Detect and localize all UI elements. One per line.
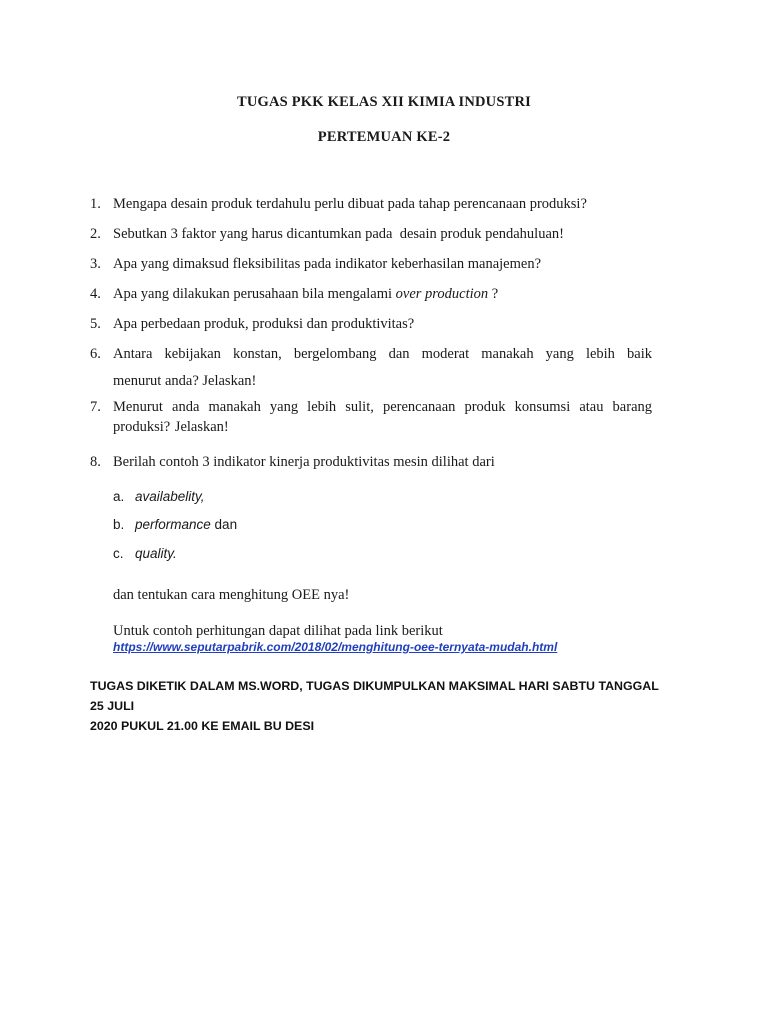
question-text bbox=[113, 284, 652, 304]
question-text-part: Apa yang dilakukan perusahaan bila mengalami bbox=[113, 286, 396, 302]
sub-item-letter: b. bbox=[113, 517, 125, 532]
question-3 bbox=[90, 254, 652, 274]
question-2 bbox=[90, 224, 652, 244]
sub-item-italic: quality. bbox=[135, 546, 177, 561]
question-number: 4. bbox=[90, 286, 101, 302]
closing-instruction: dan tentukan cara menghitung OEE nya! bbox=[113, 587, 350, 603]
question-text: Sebutkan 3 faktor yang harus dicantumkan pada desain produk pendahuluan! bbox=[113, 226, 564, 242]
question-text-italic: over production bbox=[395, 286, 489, 302]
question-number: 3. bbox=[90, 256, 101, 272]
submission-note-line-2: 2020 PUKUL 21.00 KE EMAIL BU DESI bbox=[90, 719, 315, 733]
question-7 bbox=[90, 397, 652, 437]
submission-note bbox=[90, 676, 670, 736]
question-1 bbox=[90, 194, 652, 214]
sub-item-letter: a. bbox=[113, 489, 125, 504]
question-number: 2. bbox=[90, 226, 101, 242]
question-text: Berilah contoh 3 indikator kinerja produktivitas mesin dilihat dari bbox=[113, 454, 495, 470]
sub-item-c bbox=[113, 545, 177, 563]
sub-item-italic: performance bbox=[135, 517, 211, 532]
meeting-subtitle: PERTEMUAN KE-2 bbox=[317, 129, 451, 145]
sub-item-b bbox=[113, 516, 237, 534]
question-number: 7. bbox=[90, 399, 101, 415]
sub-item-rest: dan bbox=[210, 517, 238, 532]
question-5 bbox=[90, 314, 652, 334]
submission-note-line-1: TUGAS DIKETIK DALAM MS.WORD, TUGAS DIKUMPULKAN MAKSIMAL HARI SABTU TANGGAL 25 JULI bbox=[90, 679, 659, 713]
question-text: Mengapa desain produk terdahulu perlu dibuat pada tahap perencanaan produksi? bbox=[113, 196, 587, 212]
sub-item-a bbox=[113, 488, 205, 506]
question-number: 6. bbox=[90, 346, 101, 362]
sub-item-italic: availabelity, bbox=[135, 489, 205, 504]
question-6 bbox=[90, 344, 652, 391]
question-text-line-2: menurut anda? Jelaskan! bbox=[113, 373, 257, 389]
reference-link[interactable]: https://www.seputarpabrik.com/2018/02/menghitung-oee-ternyata-mudah.html bbox=[113, 640, 558, 654]
question-text: Apa yang dimaksud fleksibilitas pada indikator keberhasilan manajemen? bbox=[113, 256, 542, 272]
question-number: 1. bbox=[90, 196, 101, 212]
question-number: 8. bbox=[90, 454, 101, 470]
question-4 bbox=[90, 284, 652, 304]
sub-item-letter: c. bbox=[113, 546, 124, 561]
document-title: TUGAS PKK KELAS XII KIMIA INDUSTRI bbox=[236, 94, 532, 110]
question-8 bbox=[90, 452, 652, 472]
question-text: Menurut anda manakah yang lebih sulit, perencanaan produk konsumsi atau barang produksi? Jelaskan! bbox=[113, 399, 652, 435]
question-number: 5. bbox=[90, 316, 101, 332]
question-text-line-1: Antara kebijakan konstan, bergelombang dan moderat manakah yang lebih baik bbox=[113, 346, 652, 362]
question-text-part: ? bbox=[488, 286, 499, 302]
question-text: Apa perbedaan produk, produksi dan produktivitas? bbox=[113, 316, 415, 332]
link-intro: Untuk contoh perhitungan dapat dilihat pada link berikut bbox=[113, 623, 443, 639]
